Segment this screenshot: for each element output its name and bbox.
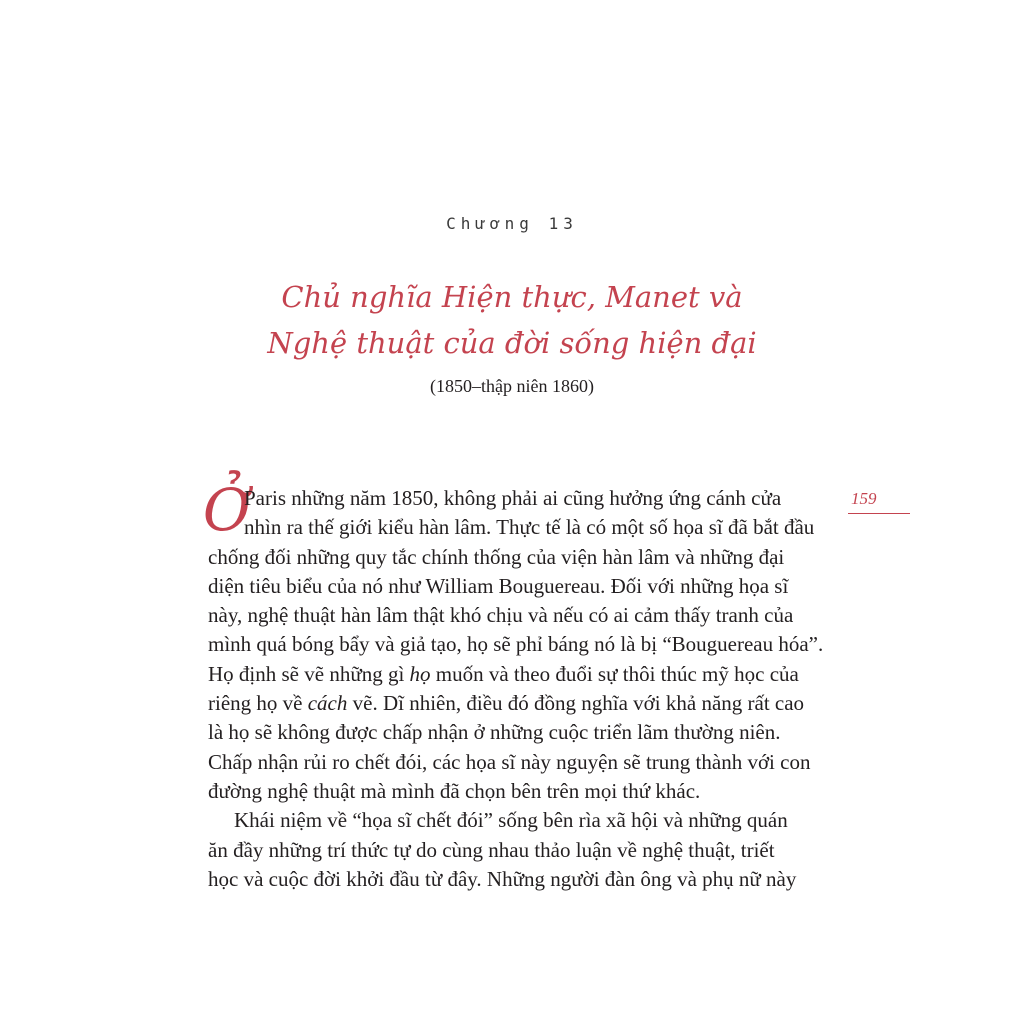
chapter-title-line-2: Nghệ thuật của đời sống hiện đại — [267, 326, 757, 360]
paragraph-1 — [208, 484, 824, 806]
body-text — [208, 484, 824, 894]
text-line: Chấp nhận rủi ro chết đói, các họa sĩ này nguyện sẽ trung thành với con — [208, 749, 811, 774]
page-number: 159 — [851, 489, 877, 508]
text-fragment: vẽ. Dĩ nhiên, điều đó đồng nghĩa với khả năng rất cao — [347, 691, 805, 716]
chapter-subtitle: (1850–thập niên 1860) — [430, 376, 594, 396]
text-line: học và cuộc đời khởi đầu từ đây. Những người đàn ông và phụ nữ này — [208, 866, 797, 891]
text-line — [208, 660, 820, 689]
text-line: diện tiêu biểu của nó như William Bouguereau. Đối với những họa sĩ — [208, 573, 789, 598]
text-fragment: riêng họ về — [208, 691, 308, 716]
text-line: ăn đầy những trí thức tự do cùng nhau thảo luận về nghệ thuật, triết — [208, 837, 775, 862]
drop-cap: Ở — [203, 476, 251, 544]
text-line: mình quá bóng bẩy và giả tạo, họ sẽ phỉ báng nó là bị “Bouguereau hóa”. — [208, 632, 824, 657]
text-line: này, nghệ thuật hàn lâm thật khó chịu và nếu có ai cảm thấy tranh của — [208, 603, 794, 628]
text-fragment: muốn và theo đuổi sự thôi thúc mỹ học của — [430, 661, 799, 686]
text-line: chống đối những quy tắc chính thống của viện hàn lâm và những đại — [208, 544, 785, 569]
text-line: là họ sẽ không được chấp nhận ở những cuộc triển lãm thường niên. — [208, 720, 781, 745]
text-line: Paris những năm 1850, không phải ai cũng hưởng ứng cánh cửa — [244, 486, 782, 510]
text-line: Khái niệm về “họa sĩ chết đói” sống bên rìa xã hội và những quán — [234, 808, 788, 833]
chapter-label: Chương 13 — [446, 214, 578, 233]
emphasis-text: cách — [307, 691, 348, 716]
page-number-rule — [848, 513, 910, 514]
text-line: đường nghệ thuật mà mình đã chọn bên trên mọi thứ khác. — [208, 778, 701, 803]
paragraph-2 — [208, 806, 820, 894]
text-line: nhìn ra thế giới kiểu hàn lâm. Thực tế là có một số họa sĩ đã bắt đầu — [244, 515, 815, 540]
emphasis-text: họ — [409, 661, 431, 686]
chapter-title — [0, 274, 1024, 366]
chapter-title-line-1: Chủ nghĩa Hiện thực, Manet và — [281, 280, 743, 314]
text-fragment: Họ định sẽ vẽ những gì — [208, 661, 410, 686]
text-line — [208, 689, 820, 718]
